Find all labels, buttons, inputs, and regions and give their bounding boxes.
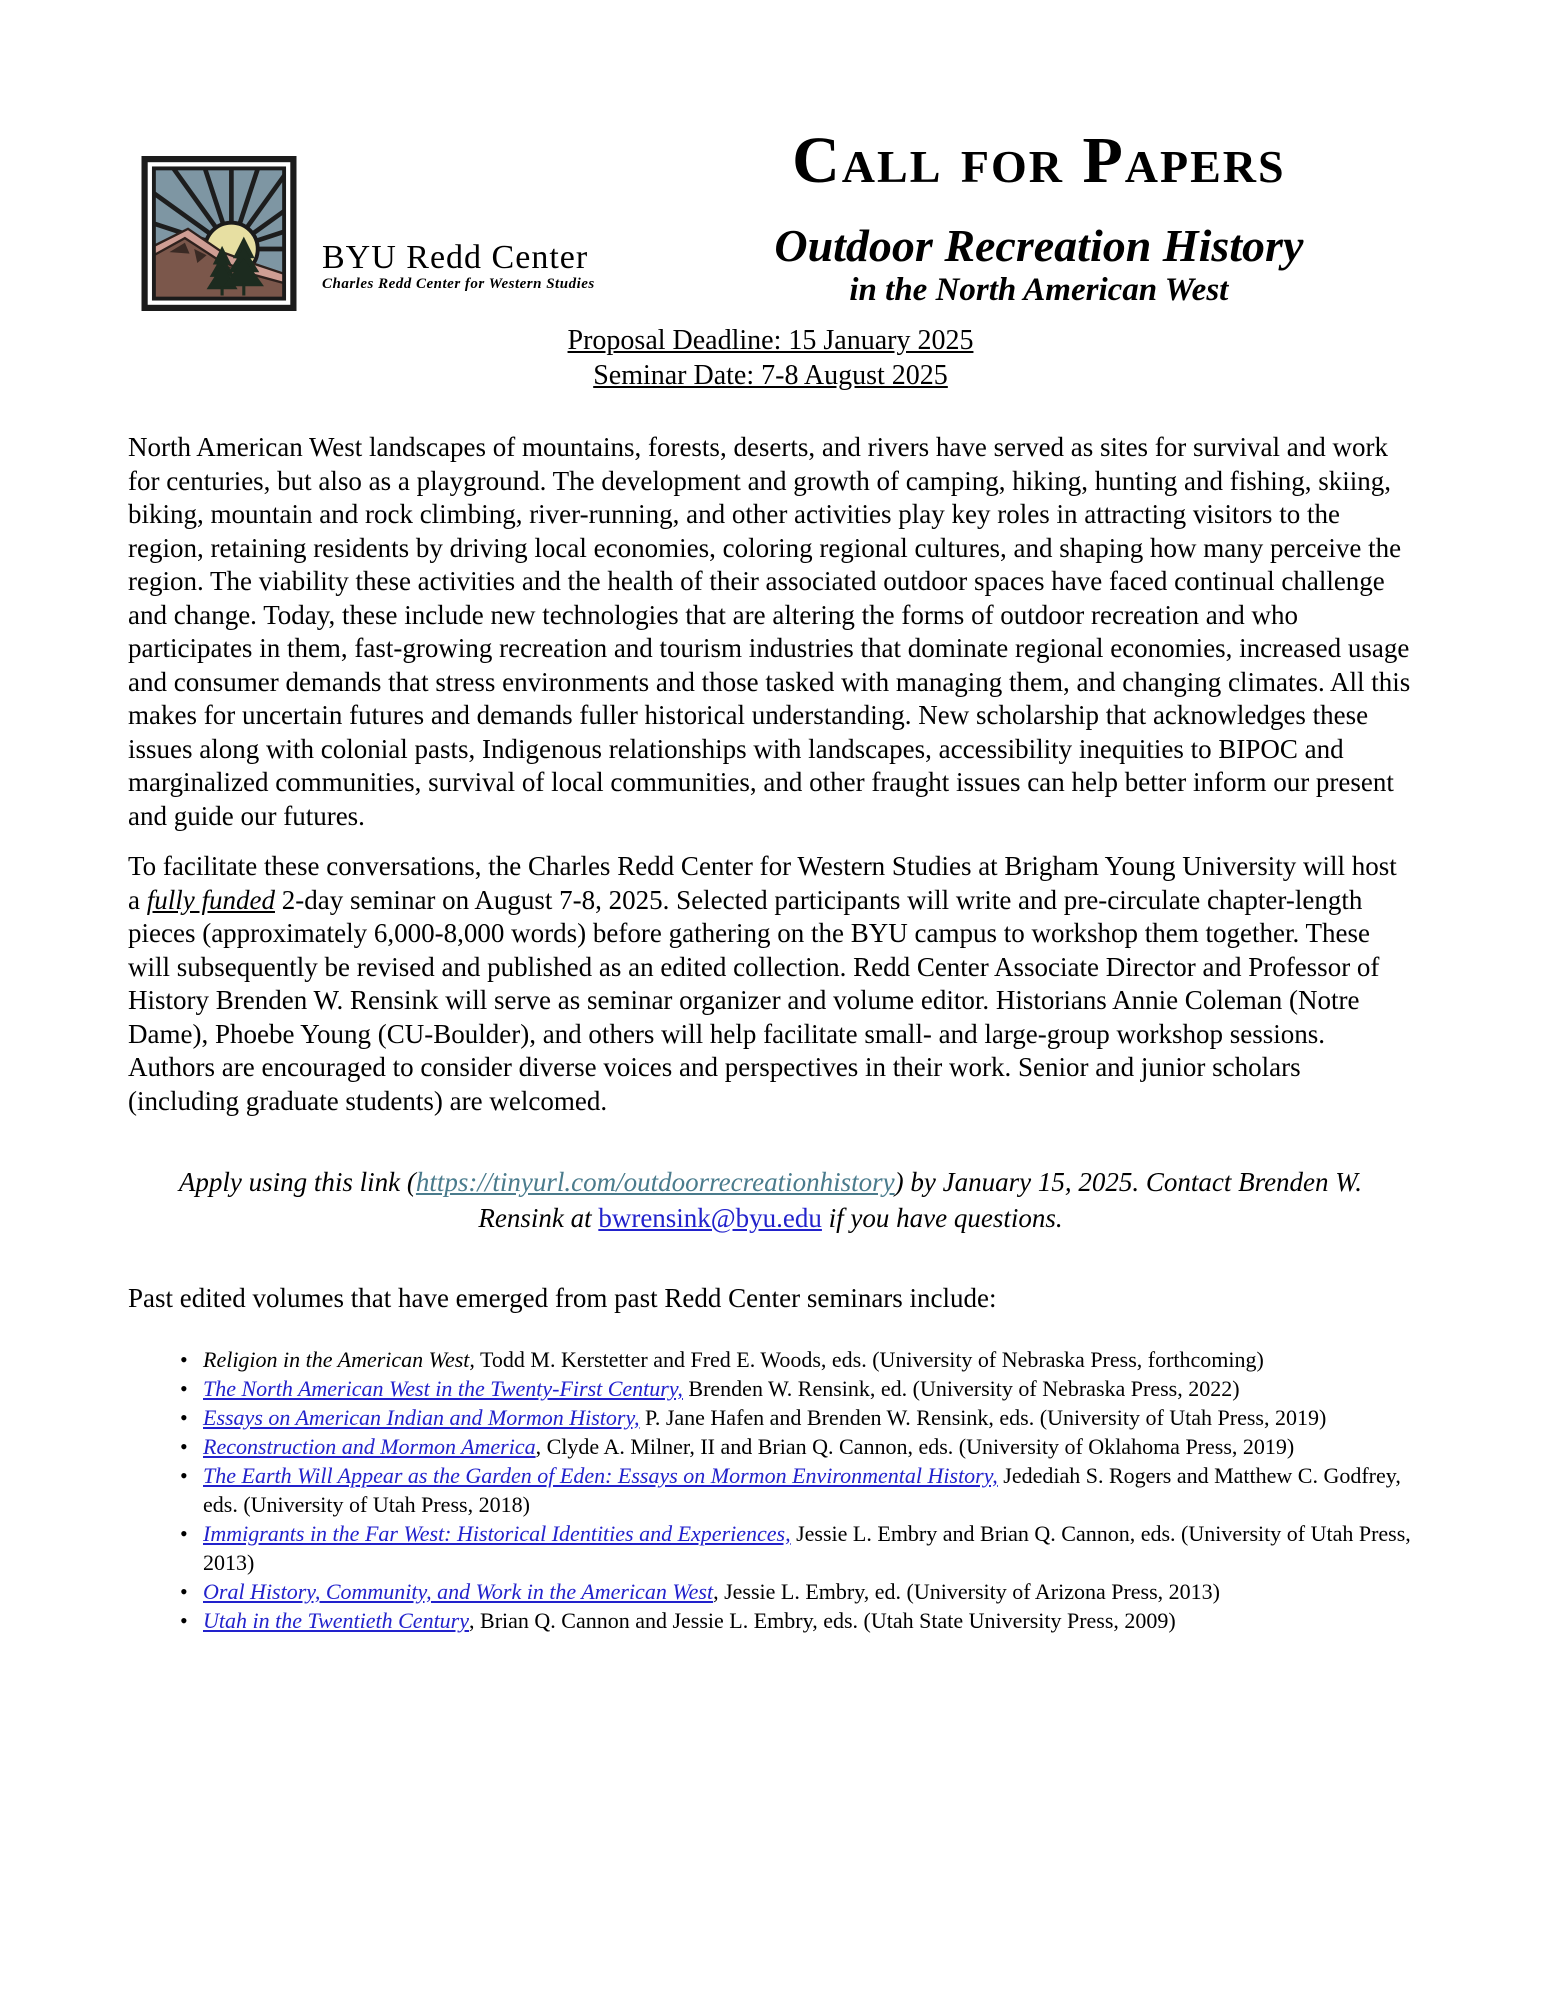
- book-citation: Brenden W. Rensink, ed. (University of Nebraska Press, 2022): [682, 1376, 1240, 1401]
- book-title-link[interactable]: Immigrants in the Far West: Historical Identities and Experiences,: [203, 1521, 791, 1546]
- book-title-link[interactable]: Reconstruction and Mormon America: [203, 1434, 536, 1459]
- apply-instructions: [128, 1164, 1413, 1236]
- list-item: [180, 1403, 1413, 1432]
- header: [128, 118, 1413, 311]
- intro-paragraph: North American West landscapes of mountains, forests, deserts, and rivers have served as sites for survival and work for centuries, but also as a playground. The development and growth of camping, hiking, hunting and fishing, skiing, biking, mountain and rock climbing, river-running, and other activities play key roles in attracting visitors to the region, retaining residents by driving local economies, coloring regional cultures, and shaping how many perceive the region. The viability these activities and the health of their associated outdoor spaces have faced continual challenge and change. Today, these include new technologies that are altering the forms of outdoor recreation and who participates in them, fast-growing recreation and tourism industries that dominate regional economies, increased usage and consumer demands that stress environments and those tasked with managing them, and changing climates. All this makes for uncertain futures and demands fuller historical understanding. New scholarship that acknowledges these issues along with colonial pasts, Indigenous relationships with landscapes, accessibility inequities to BIPOC and marginalized communities, survival of local communities, and other fraught issues can help better inform our present and guide our futures.: [128, 432, 1411, 831]
- book-citation: Jedediah S. Rogers and Matthew C. Godfrey, eds. (University of Utah Press, 2018): [203, 1463, 1401, 1517]
- book-citation: Todd M. Kerstetter and Fred E. Woods, eds. (University of Nebraska Press, forthcoming): [474, 1347, 1264, 1372]
- book-title-link[interactable]: Utah in the Twentieth Century: [203, 1608, 470, 1633]
- logo-text: [322, 240, 595, 311]
- book-citation: , Brian Q. Cannon and Jessie L. Embry, eds. (Utah State University Press, 2009): [469, 1608, 1176, 1633]
- apply-text-pre: Apply using this link (: [178, 1167, 416, 1197]
- page-title: Call for Papers: [792, 124, 1286, 197]
- document-content: [128, 118, 1413, 1635]
- logo-group: [128, 156, 595, 311]
- book-citation: , Jessie L. Embry, ed. (University of Arizona Press, 2013): [713, 1579, 1221, 1604]
- book-title-link[interactable]: Essays on American Indian and Mormon History,: [203, 1405, 640, 1430]
- logo-tagline: Charles Redd Center for Western Studies: [322, 276, 595, 292]
- book-citation: Jessie L. Embry and Brian Q. Cannon, eds. (University of Utah Press, 2013): [203, 1521, 1411, 1575]
- sun-mountain-trees-logo-icon: [128, 156, 310, 311]
- seminar-paragraph-post: 2-day seminar on August 7-8, 2025. Selected participants will write and pre-circulate chapter-length pieces (approximately 6,000-8,000 words) before gathering on the BYU campus to workshop them together. These will subsequently be revised and published as an edited collection. Redd Center Associate Director and Professor of History Brenden W. Rensink will serve as seminar organizer and volume editor. Historians Annie Coleman (Notre Dame), Phoebe Young (CU-Boulder), and others will help facilitate small- and large-group workshop sessions. Authors are encouraged to consider diverse voices and perspectives in their work. Senior and junior scholars (including graduate students) are welcomed.: [128, 884, 1380, 1116]
- seminar-date: Seminar Date: 7-8 August 2025: [593, 360, 948, 391]
- proposal-deadline: Proposal Deadline: 15 January 2025: [567, 325, 974, 356]
- book-title: Religion in the American West,: [203, 1347, 475, 1372]
- list-item: [180, 1577, 1413, 1606]
- list-item: [180, 1519, 1413, 1577]
- book-citation: , Clyde A. Milner, II and Brian Q. Cannon, eds. (University of Oklahoma Press, 2019): [535, 1434, 1295, 1459]
- deadlines: [128, 323, 1413, 393]
- book-title-link[interactable]: The North American West in the Twenty-First Century,: [203, 1376, 683, 1401]
- list-item: [180, 1374, 1413, 1403]
- list-item: [180, 1432, 1413, 1461]
- list-item: [180, 1345, 1413, 1374]
- book-title-link[interactable]: The Earth Will Appear as the Garden of Eden: Essays on Mormon Environmental History,: [203, 1463, 998, 1488]
- book-citation: P. Jane Hafen and Brenden W. Rensink, eds. (University of Utah Press, 2019): [639, 1405, 1327, 1430]
- past-volumes-list: [128, 1345, 1413, 1635]
- seminar-paragraph-pre: To facilitate these conversations, the Charles Redd Center for Western Studies at Brigham Young University will host a: [128, 851, 1397, 915]
- email-link[interactable]: bwrensink@byu.edu: [598, 1203, 822, 1233]
- apply-text-post: if you have questions.: [821, 1203, 1063, 1233]
- past-volumes-heading: Past edited volumes that have emerged from past Redd Center seminars include:: [128, 1283, 997, 1313]
- apply-text-mid: ) by January 15, 2025. Contact Brenden W. Rensink at: [478, 1167, 1363, 1233]
- fully-funded-emphasis: fully funded: [146, 884, 275, 915]
- book-title-link[interactable]: Oral History, Community, and Work in the American West: [203, 1579, 714, 1604]
- logo-wordmark: BYU Redd Center: [322, 239, 589, 277]
- seminar-paragraph: [128, 850, 1413, 1118]
- page-subtitle-region: in the North American West: [849, 271, 1229, 308]
- page-subtitle: Outdoor Recreation History: [774, 220, 1304, 272]
- title-block: [595, 126, 1413, 310]
- list-item: [180, 1606, 1413, 1635]
- list-item: [180, 1461, 1413, 1519]
- application-link[interactable]: https://tinyurl.com/outdoorrecreationhistory: [415, 1167, 895, 1197]
